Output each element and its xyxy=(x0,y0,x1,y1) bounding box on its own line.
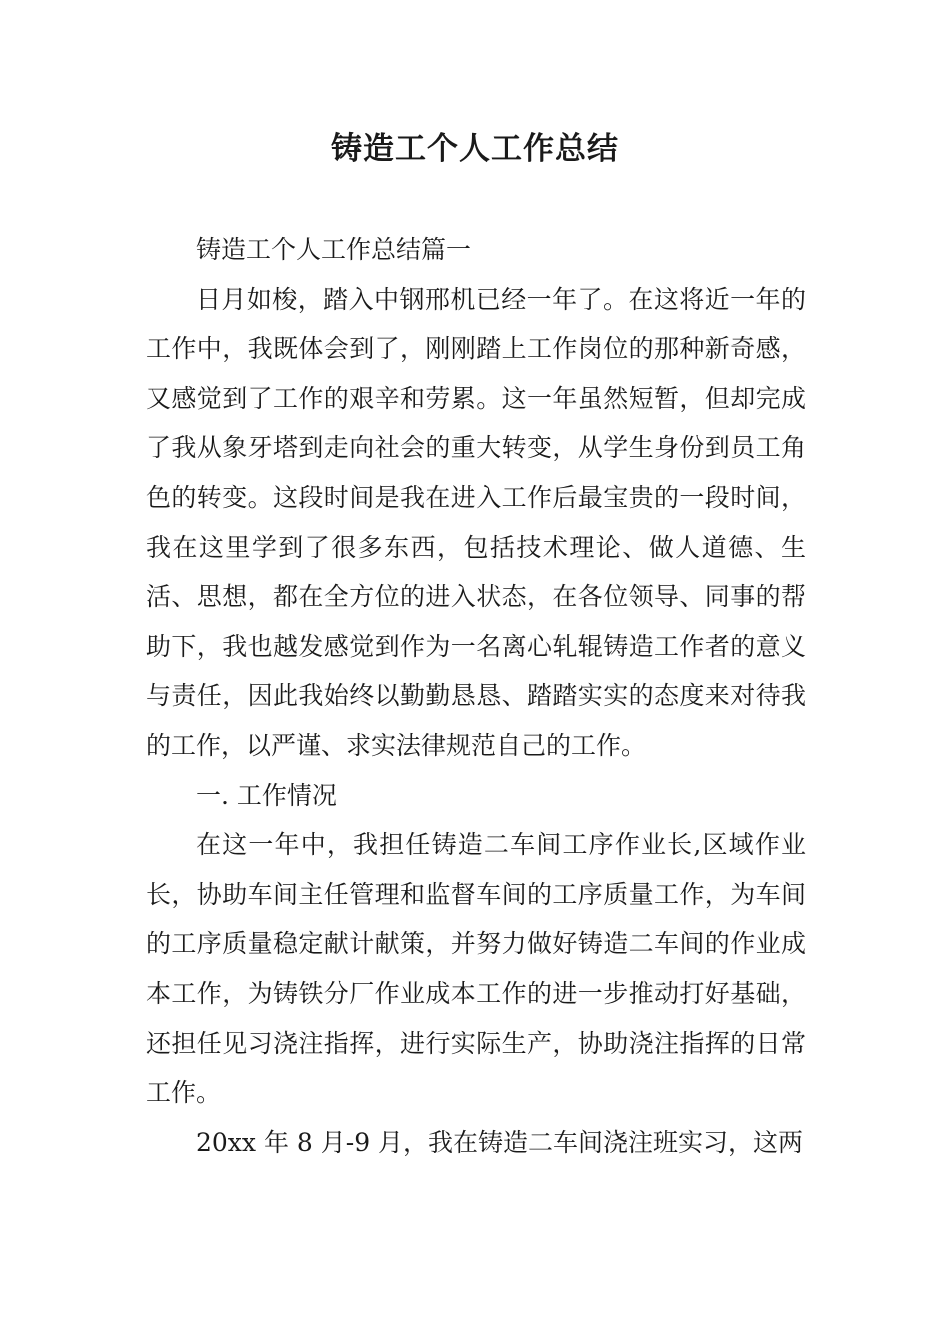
body-paragraph: 日月如梭，踏入中钢邢机已经一年了。在这将近一年的工作中，我既体会到了，刚刚踏上工作岗位的那种新奇感，又感觉到了工作的艰辛和劳累。这一年虽然短暂，但却完成了我从象牙塔到走向社会的重大转变，从学生身份到员工角色的转变。这段时间是我在进入工作后最宝贵的一段时间，我在这里学到了很多东西，包括技术理论、做人道德、生活、思想，都在全方位的进入状态，在各位领导、同事的帮助下，我也越发感觉到作为一名离心轧辊铸造工作者的意义与责任，因此我始终以勤勤恳恳、踏踏实实的态度来对待我的工作，以严谨、求实法律规范自己的工作。 xyxy=(146,284,806,760)
section-heading: 铸造工个人工作总结篇一 xyxy=(196,235,472,264)
body-paragraph: 20xx 年 8 月-9 月，我在铸造二车间浇注班实习，这两 xyxy=(196,1127,804,1157)
subsection-heading: 一. 工作情况 xyxy=(196,780,337,810)
document-body xyxy=(146,225,806,1167)
body-paragraph: 在这一年中，我担任铸造二车间工序作业长,区域作业长，协助车间主任管理和监督车间的工序质量工作，为车间的工序质量稳定献计献策，并努力做好铸造二车间的作业成本工作，为铸铁分厂作业成本工作的进一步推动打好基础，还担任见习浇注指挥，进行实际生产，协助浇注指挥的日常工作。 xyxy=(146,830,806,1108)
document-title: 铸造工个人工作总结 xyxy=(331,131,619,167)
